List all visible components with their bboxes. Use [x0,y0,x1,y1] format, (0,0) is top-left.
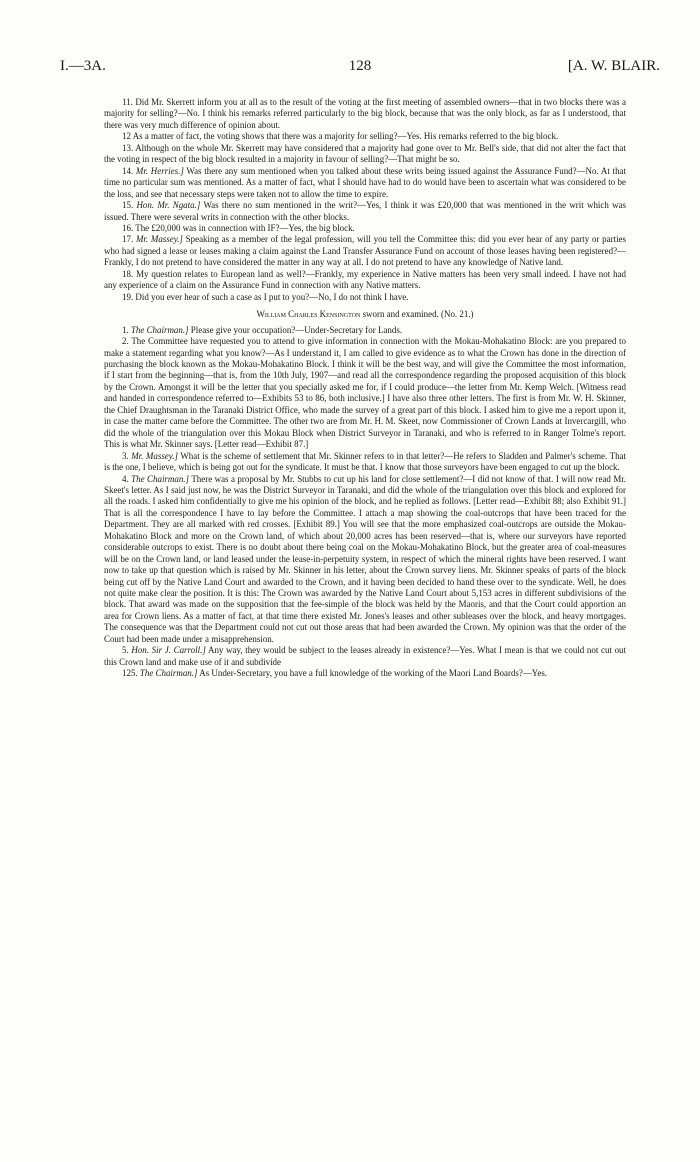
question-number: 125. [122,668,138,679]
question-number: 18. [122,268,134,279]
question-k2 [104,336,626,451]
question-15 [104,200,626,223]
question-text: Was there any sum mentioned when you talked about these writs being issued against the Assurance Fund?—No. At that time no particular sum was mentioned. As a matter of fact, what I should have had to do would have been to ascertain what was considered to be the loss, and see that necessary steps were taken not to allow the time to expire. [104,165,626,199]
question-text: The £20,000 was in connection with IF?—Yes, the big block. [135,222,355,233]
question-text: Did you ever hear of such a case as I put to you?—No, I do not think I have. [135,291,409,302]
document-body [104,97,626,680]
question-number: 2. [122,336,129,347]
question-text: The Committee have requested you to attend to give information in connection with the Mokau-Mohakatino Block: are you prepared to make a statement regarding what you know?—As I understand it, I am called to give evidence as to what the Crown has done in the direction of purchasing the block known as the Mokau-Mohakatino Block. I think it will be the best way, and will give the Committee the most information, if I start from the beginning—that is, from the 10th July, 1907—and read all the correspondence regarding the proposed acquisition of this block by the Crown. Amongst it will be the letter that you specially asked me for, if I could produce—the letter from Mr. Kemp Welch. [Witness read and handed in correspondence referred to—Exhibits 53 to 86, both inclusive.] I have also three other letters. The first is from Mr. W. H. Skinner, the Chief Draughtsman in the Taranaki District Office, who made the survey of a great part of this block. I asked him to give me a report upon it, in case the matter came before the Committee. The other two are from Mr. H. M. Skeet, now Commissioner of Crown Lands at Invercargill, who did the whole of the triangulation over this Mokau Block when District Surveyor in Taranaki, and who is referred to in Ranger Tolme's report. This is what Mr. Skinner says. [Letter read—Exhibit 87.] [104,336,627,450]
question-text: Was there no sum mentioned in the writ?—Yes, I think it was £20,000 that was mentioned in the writ which was issued. There were several writs in connection with the other blocks. [104,200,626,222]
question-text: Did Mr. Skerrett inform you at all as to the result of the voting at the first meeting of assembled owners—that in two blocks there was a majority for selling?—No. I think his remarks referred particularly to the big block, because that was the only block, as far as I understood, that there was very much difference of opinion about. [104,97,627,130]
witness-sworn-note: sworn and examined. (No. 21.) [362,309,474,320]
question-text: Although on the whole Mr. Skerrett may have considered that a majority had gone over to Mr. Bell's side, that did not alter the fact that the voting in respect of the big block resulted in a majority in favour of selling?—That might be so. [104,142,626,165]
question-text: As a matter of fact, the voting shows that there was a majority for selling?—Yes. His remarks referred to the big block. [132,131,559,142]
question-text: Speaking as a member of the legal profession, will you tell the Committee this: did you ever hear of any party or parties who had signed a lease or leases making a claim against the Land Transfer Assurance Fund on account of those leases having been registered?—Frankly, I do not pretend to have considered the matter in any way at all. I do not pretend to have any knowledge of Native land. [104,234,626,268]
question-k125 [104,668,626,679]
question-text: Please give your occupation?—Under-Secretary for Lands. [190,324,403,335]
question-number: 4. [122,473,129,484]
question-17 [104,234,626,268]
question-number: 13. [122,142,134,153]
speaker: Mr. Massey.] [131,450,178,461]
question-number: 17. [122,234,134,245]
question-number: 14. [122,165,134,176]
question-k1 [104,325,626,336]
question-k3 [104,451,626,474]
speaker: Mr. Massey.] [135,234,183,245]
question-number: 12 [122,131,131,142]
question-text: What is the scheme of settlement that Mr. Skinner refers to in that letter?—He refers to Sladden and Palmer's scheme. That is the one, I believe, which is being got out for the syndicate. It must be that. I know that those surveyors have been engaged to cut up the block. [104,450,626,473]
question-13 [104,143,626,166]
page-header [60,58,660,80]
witness-heading [104,309,626,320]
speaker: Mr. Herries.] [135,165,184,176]
question-19 [104,292,626,303]
speaker: The Chairman.] [130,324,189,335]
question-18 [104,269,626,292]
question-16 [104,223,626,234]
speaker: Hon. Mr. Ngata.] [136,200,201,211]
paper-reference: I.—3A. [60,58,106,74]
question-number: 11. [122,97,133,107]
question-k5 [104,645,626,668]
question-11 [104,97,626,131]
question-14 [104,166,626,200]
question-text: My question relates to European land as well?—Frankly, my experience in Native matters has been very small indeed. I have not had any experience of a claim on the Assurance Fund in connection with any Native matters. [104,268,626,291]
question-number: 5. [122,645,129,656]
question-text: As Under-Secretary, you have a full knowledge of the working of the Maori Land Boards?—Yes. [199,668,548,679]
question-text: Any way, they would be subject to the leases already in existence?—Yes. What I mean is that we could not cut out this Crown land and make use of it and subdivide [104,645,626,667]
question-text: There was a proposal by Mr. Stubbs to cut up his land for close settlement?—I did not know of that. I will now read Mr. Skeet's letter. As I said just now, he was the District Surveyor in Taranaki, and did the whole of the triangulation over this block and explored for all the roads. I asked him confidentially to give me his opinion of the block, and he replied as follows. [Letter read—Exhibit 88; also Exhibit 91.] That is all the correspondence I have to lay before the Committee. I attach a map showing the coal-outcrops that have been traced for the Department. They are all marked with red crosses. [Exhibit 89.] You will see that the more emphasized coal-outcrops are outside the Mokau-Mohakatino Block and more on the Crown land, of which about 20,000 acres has been reserved—that is, where our surveyors have reported considerable outcrops to exist. There is no doubt about there being coal on the Mokau-Mohakatino Block, but the greater area of coal-measures will be on the Crown land, or land leased under the lease-in-perpetuity system, in respect of which the mineral rights have been reserved. I want now to take up that question which is raised by Mr. Skinner in his letter, about the Crown survey liens. Mr. Skinner speaks of parts of the block being cut off by the Native Land Court and awarded to the Crown, and it having been decided to hand these over to the syndicate. Well, he does not quite make clear the position. It is this: The Crown was awarded by the Native Land Court about 5,153 acres in different subdivisions of the block. That award was made on the supposition that the fee-simple of the block was held by the Maoris, and that the Court could apportion an area for Crown liens. As a matter of fact, at that time there existed Mr. Jones's leases and other subleases over the block, and heavy mortgages. The consequence was that the Department could not cut out those areas that had been awarded the Crown. My opinion was that the order of the Court had been made under a misapprehension. [104,473,627,644]
question-12 [104,131,626,142]
question-number: 16. [122,222,134,233]
question-k4 [104,474,626,646]
question-number: 15. [122,200,134,211]
speaker: The Chairman.] [131,473,190,484]
witness-running-head: [A. W. BLAIR. [567,58,660,74]
question-number: 3. [122,450,129,461]
page-number: 128 [348,58,372,74]
speaker: The Chairman.] [139,668,198,679]
speaker: Hon. Sir J. Carroll.] [131,645,206,656]
witness-name: William Charles Kensington [256,309,361,320]
question-number: 1. [122,324,129,335]
question-number: 19. [122,291,134,302]
